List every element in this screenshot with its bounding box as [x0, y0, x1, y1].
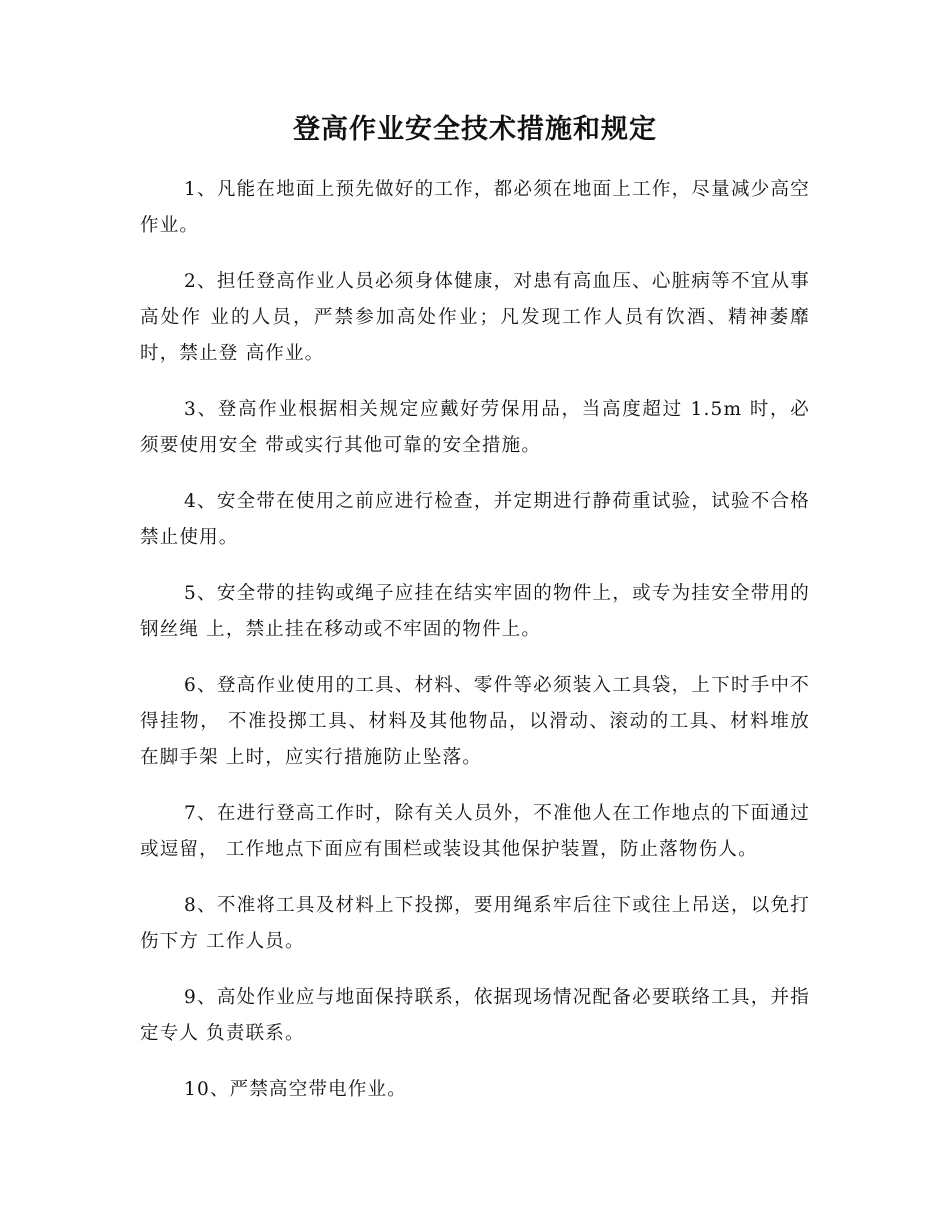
- rule-paragraph-9: 9、高处作业应与地面保持联系，依据现场情况配备必要联络工具，并指定专人 负责联系。: [140, 987, 810, 1044]
- document-page: [140, 110, 810, 1128]
- rule-paragraph-2: 2、担任登高作业人员必须身体健康，对患有高血压、心脏病等不宜从事高处作 业的人员，严禁参加高处作业；凡发现工作人员有饮酒、精神萎靡时，禁止登 高作业。: [140, 271, 810, 364]
- rule-paragraph-3: 3、登高作业根据相关规定应戴好劳保用品，当高度超过 1.5m 时，必须要使用安全 带或实行其他可靠的安全措施。: [140, 399, 810, 456]
- rule-paragraph-4: 4、安全带在使用之前应进行检查，并定期进行静荷重试验，试验不合格禁止使用。: [140, 491, 810, 548]
- rule-paragraph-5: 5、安全带的挂钩或绳子应挂在结实牢固的物件上，或专为挂安全带用的钢丝绳 上，禁止挂在移动或不牢固的物件上。: [140, 583, 810, 640]
- rule-paragraph-6: 6、登高作业使用的工具、材料、零件等必须装入工具袋，上下时手中不得挂物， 不准投掷工具、材料及其他物品，以滑动、滚动的工具、材料堆放在脚手架 上时，应实行措施防止坠落。: [140, 675, 810, 768]
- rule-paragraph-7: 7、在进行登高工作时，除有关人员外，不准他人在工作地点的下面通过或逗留， 工作地点下面应有围栏或装设其他保护装置，防止落物伤人。: [140, 803, 810, 860]
- rule-paragraph-8: 8、不准将工具及材料上下投掷，要用绳系牢后往下或往上吊送，以免打伤下方 工作人员。: [140, 895, 810, 952]
- document-title: 登高作业安全技术措施和规定: [293, 114, 657, 145]
- rule-paragraph-1: 1、凡能在地面上预先做好的工作，都必须在地面上工作，尽量减少高空作业。: [140, 179, 810, 236]
- rule-paragraph-10: 10、严禁高空带电作业。: [184, 1079, 407, 1100]
